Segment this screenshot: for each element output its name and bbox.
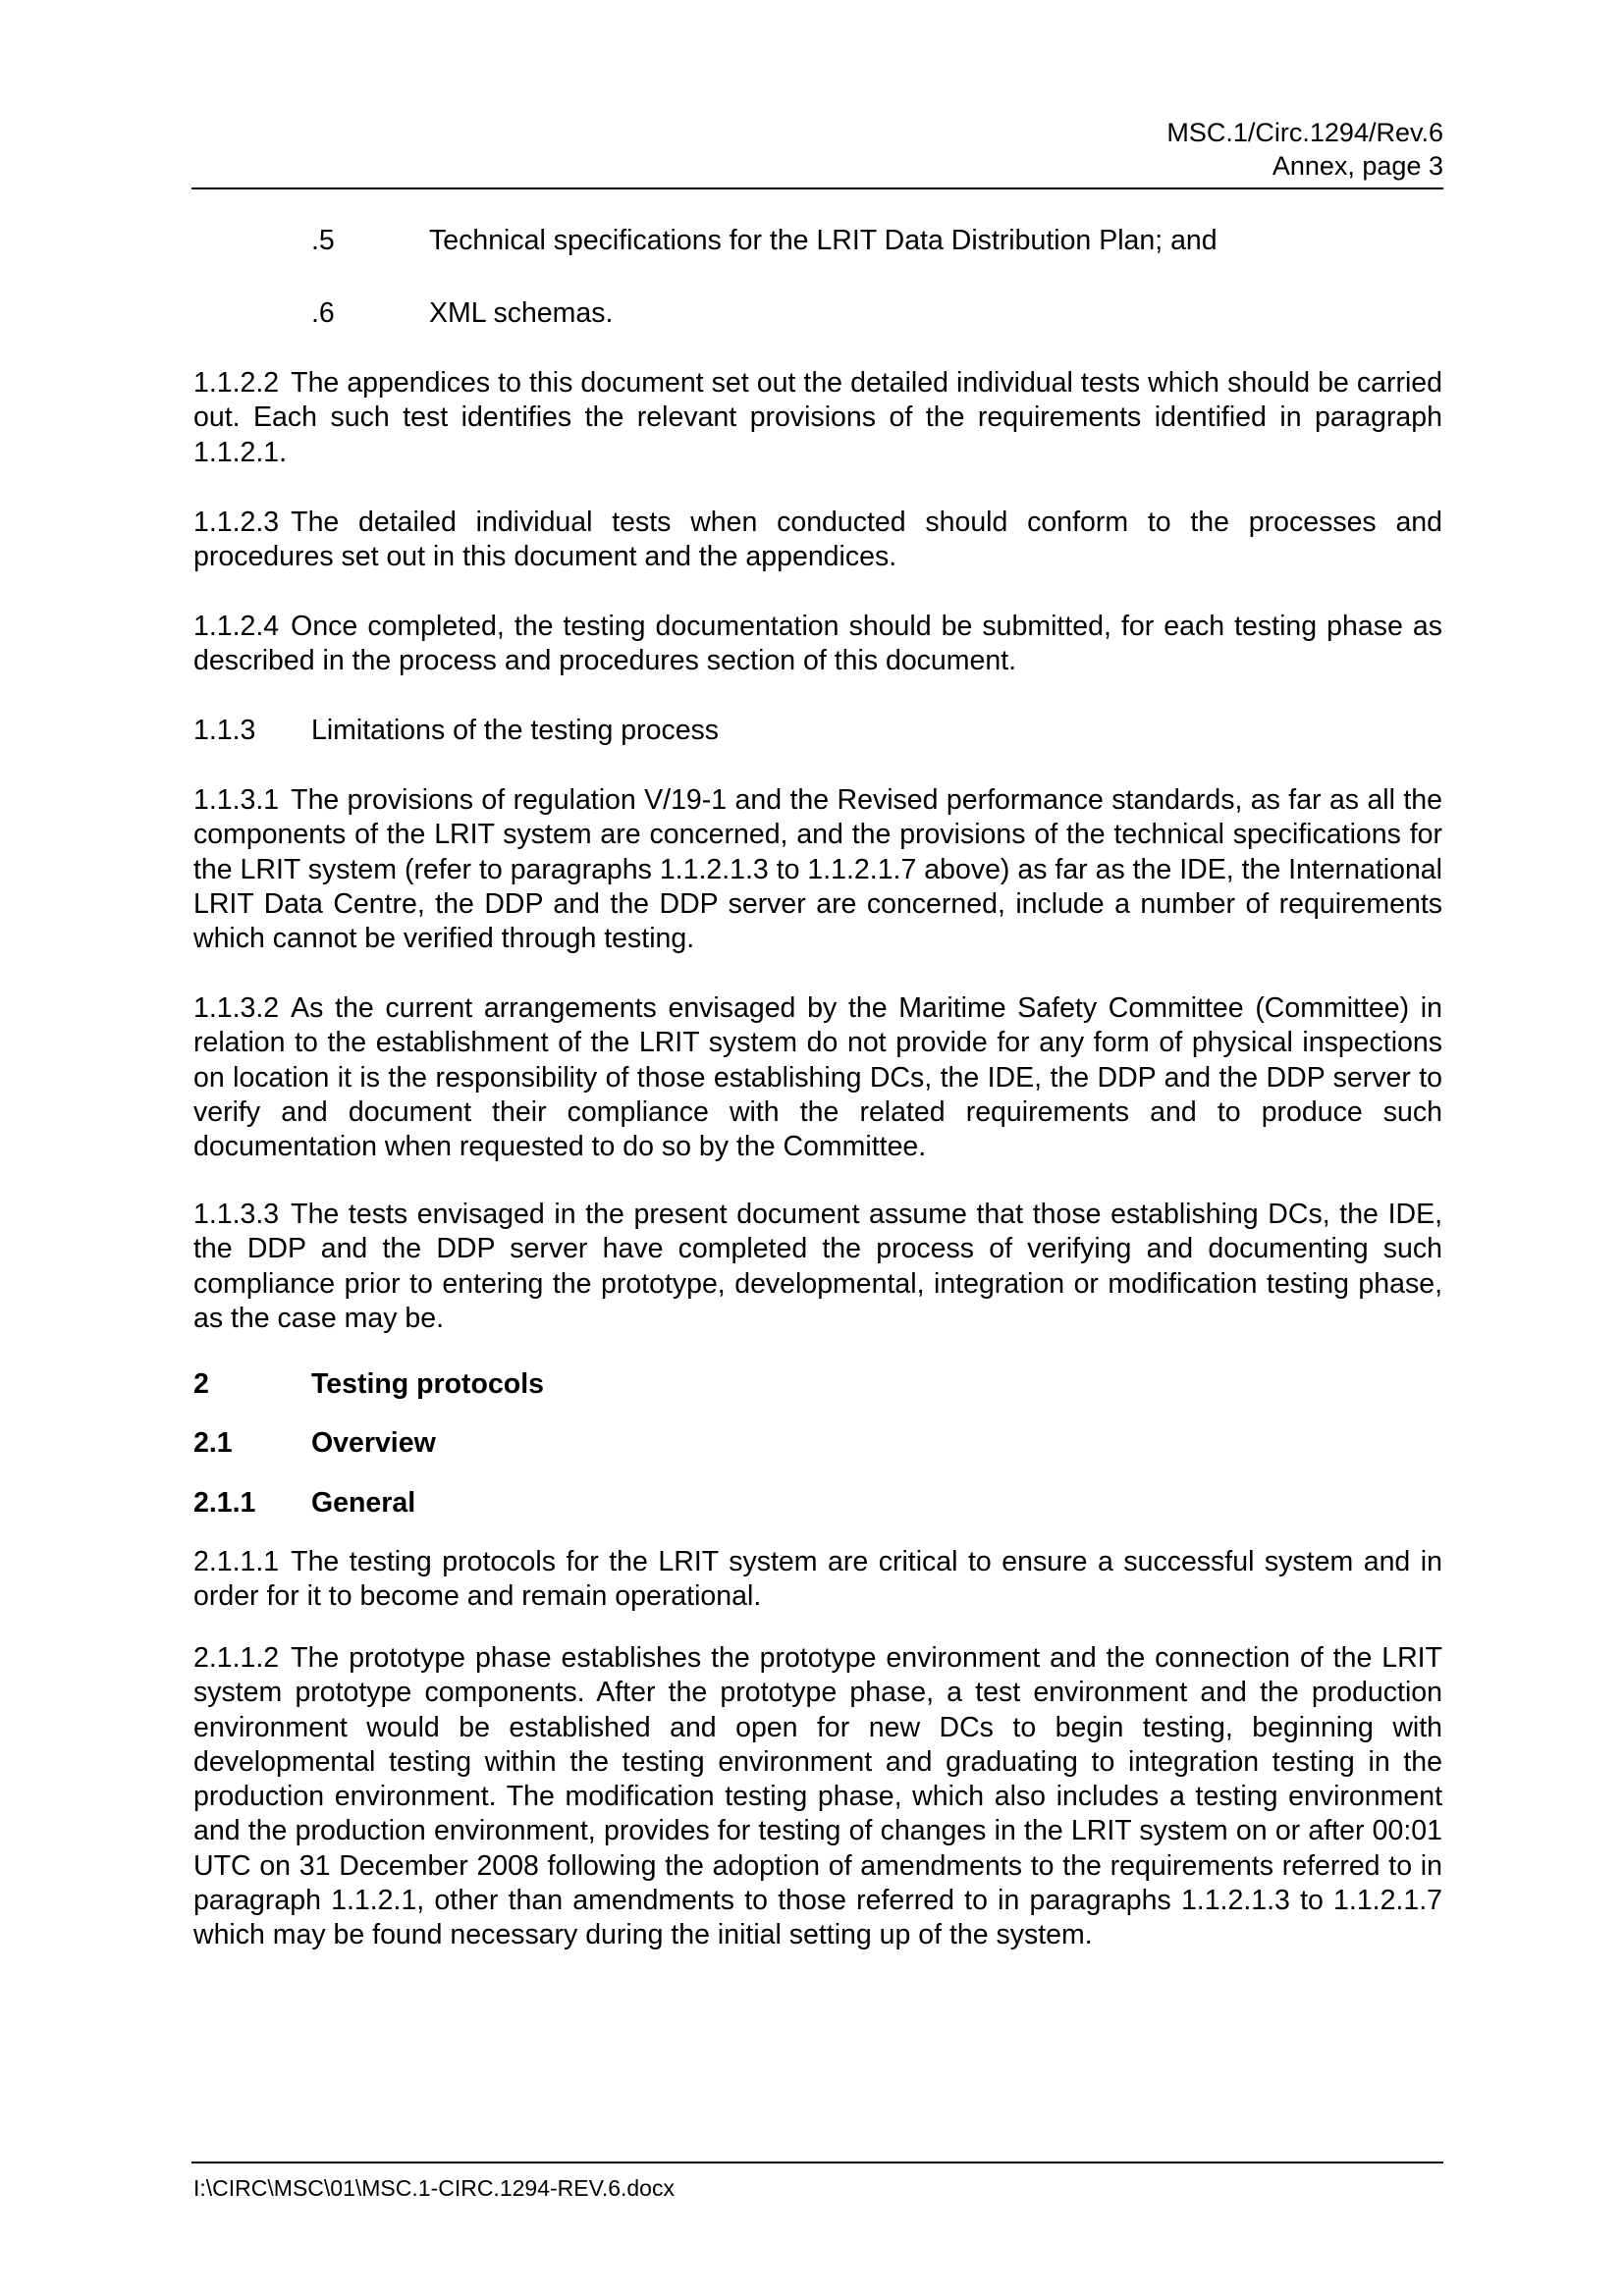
paragraph-1-1-3-2 [193,991,1442,1164]
paragraph-text: The appendices to this document set out the detailed individual tests which should be carried out. Each such test identifies the relevant provisions of the requirements identified in paragraph 1.1.2.1. [193,367,1442,468]
heading-number: 2.1 [193,1427,233,1459]
heading-number: 2.1.1 [193,1487,256,1519]
paragraph-number: 1.1.2.3 [193,507,280,538]
paragraph-text: The provisions of regulation V/19-1 and the Revised performance standards, as far as all the components of the LRIT system are concerned, and the provisions of the technical specifications for the LRIT system (refer to paragraphs 1.1.2.1.3 to 1.1.2.1.7 above) as far as the IDE, the International LRIT Data Centre, the DDP and the DDP server are concerned, include a number of requirements which cannot be verified through testing. [193,784,1442,955]
list-item-number: .5 [311,225,335,256]
paragraph-number: 2.1.1.1 [193,1546,280,1577]
paragraph-1-1-2-3 [193,506,1442,575]
heading-number: 2 [193,1368,209,1400]
paragraph-number: 1.1.2.4 [193,611,280,642]
file-path: I:\CIRC\MSC\01\MSC.1-CIRC.1294-REV.6.docx [193,2175,675,2201]
paragraph-2-1-1-1 [193,1545,1442,1615]
paragraph-text: The prototype phase establishes the prototype environment and the connection of the LRIT system prototype components. After the prototype phase, a test environment and the production environment would be established and open for new DCs to begin testing, beginning with developmental testing within the testing environment and graduating to integration testing in the production environment. The modification testing phase, which also includes a testing environment and the production environment, provides for testing of changes in the LRIT system on or after 00:01 UTC on 31 December 2008 following the adoption of amendments to the requirements referred to in paragraph 1.1.2.1, other than amendments to those referred to in paragraphs 1.1.2.1.3 to 1.1.2.1.7 which may be found necessary during the initial setting up of the system. [193,1642,1442,1951]
heading-text: Limitations of the testing process [311,715,720,746]
paragraph-number: 2.1.1.2 [193,1642,280,1674]
paragraph-number: 1.1.3.3 [193,1199,280,1230]
list-item-text: XML schemas. [429,297,614,329]
paragraph-text: The testing protocols for the LRIT system are critical to ensure a successful system and in order for it to become and remain operational. [193,1546,1442,1613]
page-locator: Annex, page 3 [1272,151,1443,181]
paragraph-1-1-2-4 [193,610,1442,679]
paragraph-text: The tests envisaged in the present document assume that those establishing DCs, the IDE, the DDP and the DDP server have completed the process of verifying and documenting such compliance prior to entering the prototype, developmental, integration or modification testing phase, as the case may be. [193,1199,1442,1334]
heading-text: Testing protocols [311,1368,544,1400]
footer-rule [191,2162,1443,2163]
paragraph-text: Once completed, the testing documentation should be submitted, for each testing phase as described in the process and procedures section of this document. [193,611,1442,677]
paragraph-number: 1.1.2.2 [193,367,280,399]
list-item-number: .6 [311,297,335,329]
paragraph-text: As the current arrangements envisaged by the Maritime Safety Committee (Committee) in relation to the establishment of the LRIT system do not provide for any form of physical inspections on location it is the responsibility of those establishing DCs, the IDE, the DDP and the DDP server to verify and document their compliance with the related requirements and to produce such documentation when requested to do so by the Committee. [193,992,1442,1163]
document-reference: MSC.1/Circ.1294/Rev.6 [1166,118,1443,147]
paragraph-1-1-3-3 [193,1198,1442,1336]
paragraph-1-1-3-1 [193,783,1442,956]
paragraph-2-1-1-2 [193,1641,1442,1953]
heading-number: 1.1.3 [193,715,256,746]
page-header [191,116,1443,183]
paragraph-1-1-2-2 [193,366,1442,470]
heading-text: Overview [311,1427,436,1459]
paragraph-number: 1.1.3.1 [193,784,280,816]
paragraph-text: The detailed individual tests when conducted should conform to the processes and procedures set out in this document and the appendices. [193,507,1442,573]
paragraph-number: 1.1.3.2 [193,992,280,1024]
list-item-text: Technical specifications for the LRIT Data Distribution Plan; and [429,225,1218,256]
header-rule [191,187,1443,189]
heading-text: General [311,1487,416,1519]
